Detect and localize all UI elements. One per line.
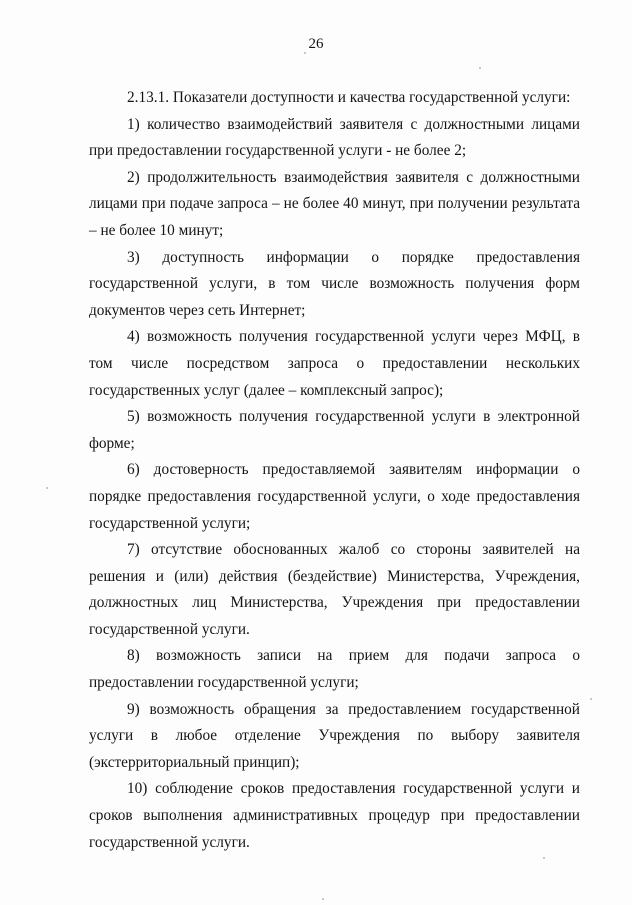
list-item-10: 10) соблюдение сроков предоставления государственной услуги и сроков выполнения административных процедур при предоставлении государственной услуги. (89, 780, 580, 851)
list-item-6: 6) достоверность предоставляемой заявителям информации о порядке предоставления государственной услуги, о ходе предоставления государственной услуги; (89, 461, 580, 532)
scan-speck (304, 52, 306, 54)
list-item-2: 2) продолжительность взаимодействия заявителя с должностными лицами при подаче запроса – не более 40 минут, при получении результата – не более 10 минут; (89, 168, 580, 239)
scan-speck (543, 857, 545, 859)
scan-speck (322, 898, 324, 900)
page-number: 26 (308, 36, 324, 52)
list-item-1: 1) количество взаимодействий заявителя с должностными лицами при предоставлении государственной услуги - не более 2; (89, 115, 580, 160)
paragraph-2-13-1: 2.13.1. Показатели доступности и качества государственной услуги: (127, 89, 571, 106)
list-item-9: 9) возможность обращения за предоставлением государственной услуги в любое отделение Учреждения по выбору заявителя (экстерриториальный принцип); (89, 700, 580, 771)
list-item-7: 7) отсутствие обоснованных жалоб со стороны заявителей на решения и (или) действия (бездействие) Министерства, Учреждения, должностных лиц Министерства, Учреждения при предоставлении государственной услуги. (89, 541, 580, 638)
document-body (89, 85, 580, 856)
list-item-4: 4) возможность получения государственной услуги через МФЦ, в том числе посредством запроса о предоставлении нескольких государственных услуг (далее – комплексный запрос); (89, 328, 580, 399)
scan-speck (46, 487, 48, 489)
list-item-3: 3) доступность информации о порядке предоставления государственной услуги, в том числе возможность получения форм документов через сеть Интернет; (89, 248, 580, 319)
list-item-5: 5) возможность получения государственной услуги в электронной форме; (89, 408, 580, 452)
scan-speck (590, 698, 592, 700)
list-item-8: 8) возможность записи на прием для подачи запроса о предоставлении государственной услуги; (89, 647, 580, 692)
scan-speck (479, 67, 481, 69)
